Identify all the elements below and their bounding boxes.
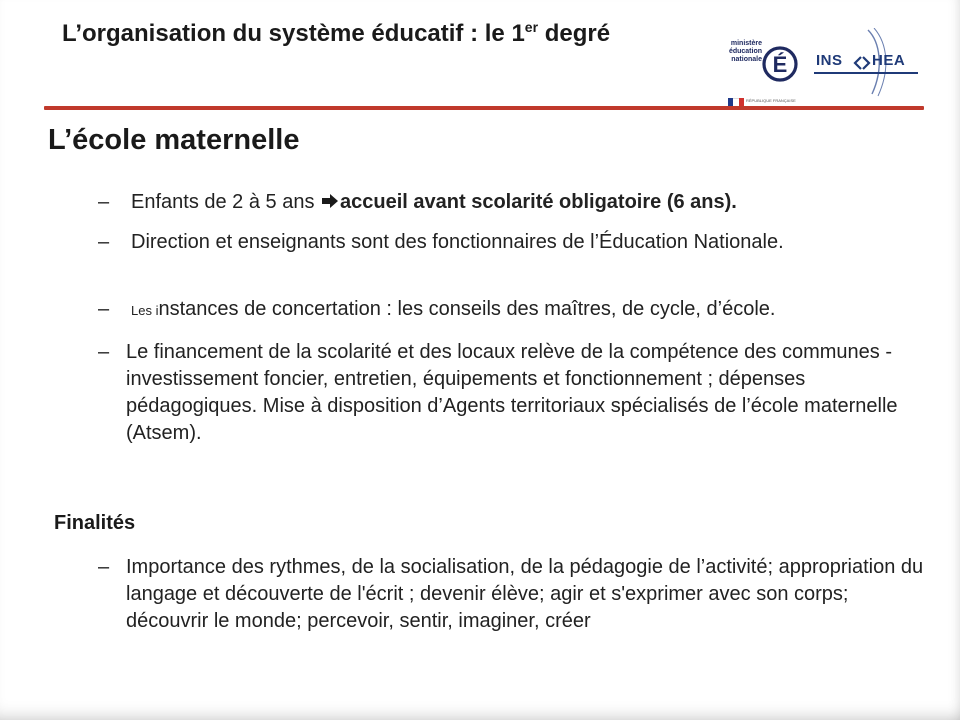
bullet-item-1 [98,189,928,216]
bullet-text-small: Les i [131,303,159,318]
svg-text:É: É [772,52,788,77]
bullet-dash: – [98,298,110,320]
ministere-logo-text: ministère éducation nationale [728,40,762,63]
page-title-end: degré [538,20,611,47]
ins-logo-left: INS [816,52,843,69]
header-divider [44,106,924,110]
republique-text: RÉPUBLIQUE FRANÇAISE [746,98,796,103]
bullet-text-main: nstances de concertation : les conseils des maîtres, de cycle, d’école. [158,298,776,320]
bullet-text: Le financement de la scolarité et des locaux relève de la compétence des communes - investissement foncier, entretien, équipements et fonctionnement ; dépenses pédagogiques. Mise à disposition d’Agents territoriaux spécialisés de l’école maternelle (Atsem). [126,341,898,444]
double-arrow-icon [853,54,871,72]
bullet-text: Direction et enseignants sont des fonctionnaires de l’Éducation Nationale. [131,231,784,253]
education-e-icon [762,40,798,84]
bullet-text: Importance des rythmes, de la socialisation, de la pédagogie de l’activité; appropriation du langage et découverte de l'écrit ; devenir élève; agir et s'exprimer avec son corps; découvrir le monde; percevoir, sentir, imaginer, créer [126,556,924,632]
bullet-text [126,296,928,324]
bullet-item-4 [98,339,928,447]
bullet-dash: – [98,231,110,253]
finalites-item-1 [98,554,928,635]
bullet-dash: – [98,556,110,578]
page-title [62,20,610,48]
ins-logo-underline [814,72,918,74]
bullet-item-3 [98,296,928,324]
page-title-superscript: er [524,19,539,35]
arrow-right-icon [321,193,339,209]
ins-hea-logo [810,40,920,100]
bullet-item-2 [98,229,928,256]
bullet-dash: – [98,191,110,213]
bullet-text-plain: Enfants de 2 à 5 ans [131,191,321,213]
page-title-main: L’organisation du système éducatif : le 1 [62,20,525,47]
finalites-title: Finalités [54,512,136,534]
bullet-text-bold: accueil avant scolarité obligatoire (6 ans). [340,191,737,213]
ministere-logo [724,20,804,103]
section-title: L’école maternelle [48,124,300,156]
ins-logo-right: HEA [872,52,906,69]
bullet-dash: – [98,341,110,363]
bullet-text [126,189,928,216]
